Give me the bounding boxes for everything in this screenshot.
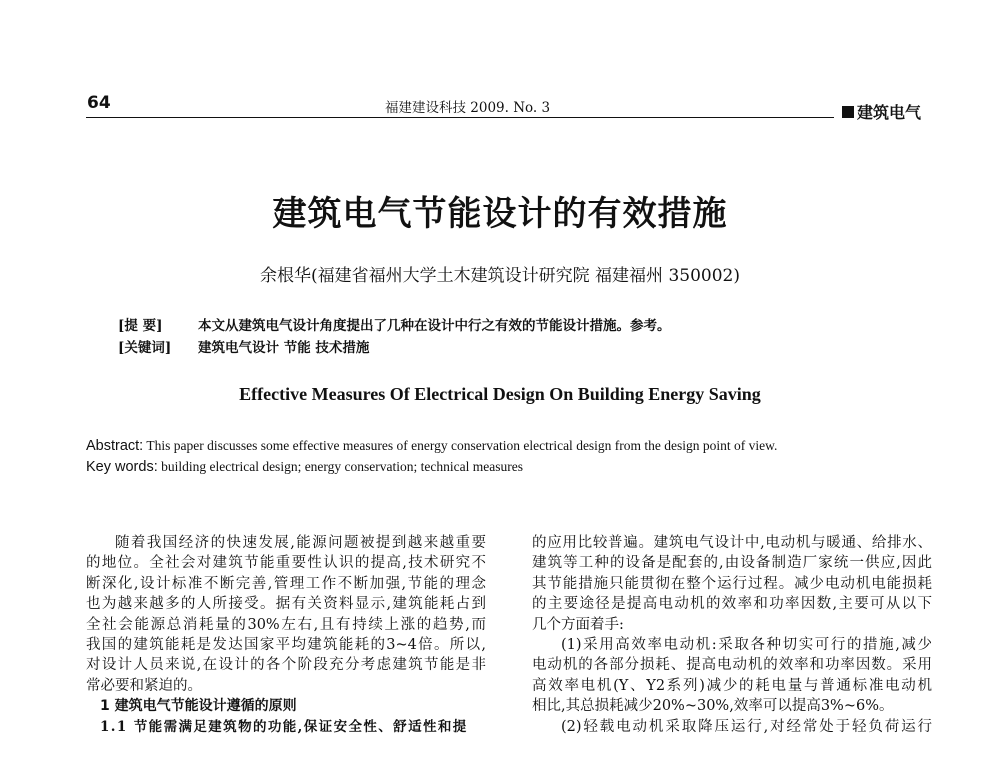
english-title: Effective Measures Of Electrical Design On Building Energy Saving bbox=[239, 384, 761, 404]
abstract-en-label: Abstract: bbox=[86, 438, 144, 454]
left-column bbox=[86, 533, 486, 737]
abstract-en bbox=[86, 438, 777, 454]
section-tag bbox=[842, 100, 921, 123]
abstract-cn-text: 本文从建筑电气设计角度提出了几种在设计中行之有效的节能设计措施。参考。 bbox=[198, 318, 671, 334]
journal-header: 福建建设科技 2009. No. 3 bbox=[385, 100, 551, 116]
keywords-en-label: Key words: bbox=[86, 459, 158, 475]
body-line: 断深化,设计标准不断完善,管理工作不断加强,节能的理念 bbox=[86, 575, 486, 592]
body-line: (1)采用高效率电动机:采取各种切实可行的措施,减少 bbox=[561, 637, 932, 654]
abstract-cn-label: [提 要] bbox=[118, 318, 163, 334]
body-line: 的地位。全社会对建筑节能重要性认识的提高,技术研究不 bbox=[86, 555, 486, 572]
keywords-cn-text: 建筑电气设计 节能 技术措施 bbox=[198, 340, 370, 356]
body-line: 也为越来越多的人所接受。据有关资料显示,建筑能耗占到 bbox=[86, 596, 486, 613]
keywords-en-text: building electrical design; energy conservation; technical measures bbox=[157, 459, 523, 474]
header-rule bbox=[86, 117, 834, 118]
body-line: 电动机的各部分损耗、提高电动机的效率和功率因数。采用 bbox=[532, 657, 932, 674]
body-line: 建筑等工种的设备是配套的,由设备制造厂家统一供应,因此 bbox=[532, 555, 932, 572]
body-line: 其节能措施只能贯彻在整个运行过程。减少电动机电能损耗 bbox=[532, 575, 932, 592]
section-label: 建筑电气 bbox=[857, 103, 922, 122]
body-line: (2)轻载电动机采取降压运行,对经常处于轻负荷运行 bbox=[561, 718, 932, 735]
section-heading: 1 建筑电气节能设计遵循的原则 bbox=[100, 698, 297, 715]
abstract-cn bbox=[118, 314, 671, 334]
right-column bbox=[532, 533, 932, 737]
body-line: 我国的建筑能耗是发达国家平均建筑能耗的3~4倍。所以, bbox=[86, 637, 486, 654]
keywords-cn-label: [关键词] bbox=[118, 340, 172, 356]
body-line: 的应用比较普遍。建筑电气设计中,电动机与暖通、给排水、 bbox=[532, 535, 932, 551]
author-affiliation: 余根华(福建省福州大学土木建筑设计研究院 福建福州 350002) bbox=[260, 266, 740, 286]
paper-title: 建筑电气节能设计的有效措施 bbox=[272, 194, 728, 234]
body-line: 常必要和紧迫的。 bbox=[86, 677, 202, 694]
body-line: 全社会能源总消耗量的30%左右,且有持续上涨的趋势,而 bbox=[86, 616, 486, 633]
page-number: 64 bbox=[87, 93, 111, 113]
body-line: 几个方面着手: bbox=[532, 616, 624, 633]
body-line: 对设计人员来说,在设计的各个阶段充分考虑建筑节能是非 bbox=[86, 657, 486, 674]
abstract-en-text: This paper discusses some effective measures of energy conservation electrical design from the design point of view. bbox=[143, 438, 778, 453]
body-line: 相比,其总损耗减少20%~30%,效率可以提高3%~6%。 bbox=[532, 698, 894, 715]
keywords-en bbox=[86, 459, 523, 475]
body-line: 的主要途径是提高电动机的效率和功率因数,主要可从以下 bbox=[532, 596, 932, 613]
subsection-heading: 1.1 节能需满足建筑物的功能,保证安全性、舒适性和提 bbox=[100, 718, 468, 735]
body-line: 高效率电机(Y、Y2系列)减少的耗电量与普通标准电动机 bbox=[532, 677, 932, 694]
body-line: 随着我国经济的快速发展,能源问题被提到越来越重要 bbox=[115, 535, 486, 551]
square-bullet-icon bbox=[842, 106, 854, 118]
keywords-cn bbox=[118, 336, 369, 356]
